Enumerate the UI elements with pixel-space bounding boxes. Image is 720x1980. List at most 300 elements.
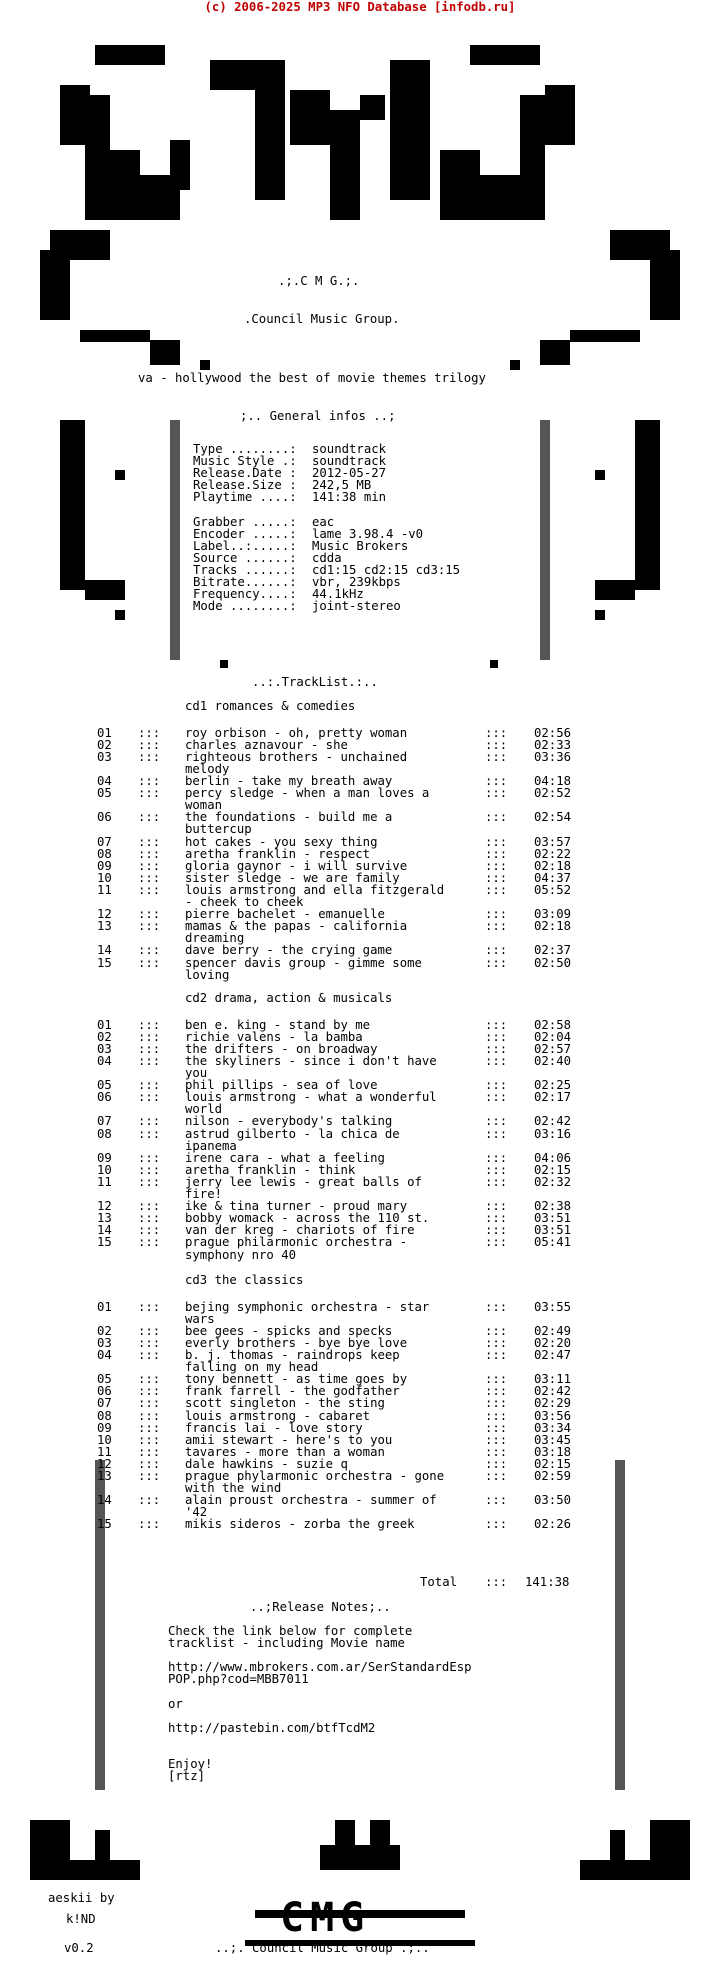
track-number: 15 — [97, 1517, 112, 1532]
track-title: scott singleton - the sting — [185, 1396, 385, 1411]
track-title: louis armstrong and ella fitzgerald — [185, 882, 445, 897]
track-title-continued: with the wind — [185, 1481, 282, 1496]
track-duration: 02:47 — [534, 1348, 572, 1363]
track-duration: 03:51 — [534, 1223, 572, 1238]
track-number: 12 — [97, 907, 112, 922]
track-title: everly brothers - bye bye love — [185, 1335, 408, 1350]
track-duration: 04:06 — [534, 1150, 572, 1165]
track-duration: 03:11 — [534, 1372, 572, 1387]
track-title: prague philarmonic orchestra - — [185, 1235, 408, 1250]
track-title-continued: - cheek to cheek — [185, 895, 304, 910]
track-separator: ::: — [485, 749, 508, 764]
release-note-line: http://www.mbrokers.com.ar/SerStandardEsp — [168, 1660, 472, 1675]
track-separator: ::: — [485, 943, 508, 958]
track-title: van der kreg - chariots of fire — [185, 1223, 415, 1238]
track-separator: ::: — [485, 907, 508, 922]
track-title: roy orbison - oh, pretty woman — [185, 725, 408, 740]
track-separator: ::: — [138, 858, 161, 873]
track-separator: ::: — [485, 1041, 508, 1056]
art-credit-2: k!ND — [66, 1912, 96, 1926]
track-row — [0, 1422, 720, 1434]
track-title-continued: falling on my head — [185, 1360, 319, 1375]
total-label: Total — [420, 1575, 458, 1589]
track-title: bobby womack - across the 110 st. — [185, 1211, 430, 1226]
track-title-continued: you — [185, 1066, 208, 1081]
track-separator: ::: — [485, 1235, 508, 1250]
track-separator: ::: — [485, 1017, 508, 1032]
track-number: 08 — [97, 1126, 112, 1141]
track-title: tony bennett - as time goes by — [185, 1372, 408, 1387]
track-row — [0, 884, 720, 896]
track-number: 11 — [97, 1174, 112, 1189]
track-duration: 02:25 — [534, 1078, 572, 1093]
info-value: 2012-05-27 — [312, 466, 387, 481]
track-duration: 02:18 — [534, 858, 572, 873]
track-title: mikis sideros - zorba the greek — [185, 1517, 415, 1532]
track-title: percy sledge - when a man loves a — [185, 786, 430, 801]
track-number: 07 — [97, 1396, 112, 1411]
track-separator: ::: — [485, 1150, 508, 1165]
track-row — [0, 1152, 720, 1164]
track-row — [0, 1349, 720, 1361]
track-separator: ::: — [138, 1029, 161, 1044]
track-duration: 02:40 — [534, 1053, 572, 1068]
track-duration: 02:33 — [534, 737, 572, 752]
info-value: soundtrack — [312, 454, 387, 469]
track-separator: ::: — [485, 737, 508, 752]
track-separator: ::: — [485, 810, 508, 825]
track-duration: 02:18 — [534, 919, 572, 934]
info-key: Type ........: — [193, 442, 297, 456]
track-separator: ::: — [485, 1223, 508, 1238]
track-row — [0, 944, 720, 956]
track-separator: ::: — [138, 725, 161, 740]
track-duration: 03:18 — [534, 1444, 572, 1459]
cd-title: cd2 drama, action & musicals — [185, 991, 393, 1005]
track-row — [0, 1091, 720, 1103]
track-separator: ::: — [138, 1323, 161, 1338]
track-duration: 03:09 — [534, 907, 572, 922]
info-key: Source ......: — [193, 550, 297, 565]
info-key: Bitrate......: — [193, 575, 297, 590]
track-number: 09 — [97, 858, 112, 873]
track-title: ike & tina turner - proud mary — [185, 1199, 408, 1214]
track-title: amii stewart - here's to you — [185, 1432, 393, 1447]
info-key: Encoder .....: — [193, 526, 297, 541]
track-separator: ::: — [485, 1456, 508, 1471]
track-separator: ::: — [138, 1444, 161, 1459]
track-duration: 05:41 — [534, 1235, 572, 1250]
track-title: charles aznavour - she — [185, 737, 348, 752]
track-title: the skyliners - since i don't have — [185, 1053, 437, 1068]
release-note-line: tracklist - including Movie name — [168, 1636, 405, 1651]
track-duration: 03:45 — [534, 1432, 572, 1447]
track-separator: ::: — [138, 1432, 161, 1447]
track-separator: ::: — [485, 1029, 508, 1044]
track-separator: ::: — [138, 1150, 161, 1165]
track-row — [0, 751, 720, 763]
release-note-line: Enjoy! — [168, 1757, 213, 1772]
track-title: jerry lee lewis - great balls of — [185, 1174, 422, 1189]
track-separator: ::: — [138, 1493, 161, 1508]
track-title: dale hawkins - suzie q — [185, 1456, 348, 1471]
track-title: gloria gaynor - i will survive — [185, 858, 408, 873]
info-value: Music Brokers — [312, 538, 409, 553]
track-duration: 02:56 — [534, 725, 572, 740]
track-title: richie valens - la bamba — [185, 1029, 363, 1044]
track-separator: ::: — [485, 1384, 508, 1399]
info-value: eac — [312, 514, 335, 529]
track-row — [0, 1494, 720, 1506]
track-row — [0, 1176, 720, 1188]
track-separator: ::: — [138, 834, 161, 849]
release-note-line: Check the link below for complete — [168, 1624, 413, 1638]
track-title-continued: fire! — [185, 1187, 223, 1202]
info-key: Playtime ....: — [193, 490, 297, 505]
track-separator: ::: — [138, 846, 161, 861]
track-title: louis armstrong - cabaret — [185, 1408, 371, 1423]
track-number: 06 — [97, 1090, 112, 1105]
general-infos-heading: ;.. General infos ..; — [240, 409, 396, 423]
track-title: the drifters - on broadway — [185, 1041, 378, 1056]
track-duration: 03:55 — [534, 1299, 572, 1314]
track-duration: 03:56 — [534, 1408, 572, 1423]
track-duration: 02:58 — [534, 1017, 572, 1032]
info-key: Release.Date : — [193, 466, 297, 481]
track-separator: ::: — [485, 955, 508, 970]
track-separator: ::: — [138, 955, 161, 970]
track-separator: ::: — [138, 1396, 161, 1411]
track-separator: ::: — [485, 1444, 508, 1459]
info-value: joint-stereo — [312, 599, 401, 614]
track-title: the foundations - build me a — [185, 810, 393, 825]
track-separator: ::: — [138, 1090, 161, 1105]
track-number: 02 — [97, 1323, 112, 1338]
track-separator: ::: — [485, 1372, 508, 1387]
track-separator: ::: — [485, 1335, 508, 1350]
track-row — [0, 1031, 720, 1043]
track-title: berlin - take my breath away — [185, 774, 393, 789]
track-number: 04 — [97, 1348, 112, 1363]
logo-tag: .;.C M G.;. — [278, 274, 360, 288]
info-value: 242,5 MB — [312, 478, 372, 493]
track-separator: ::: — [138, 774, 161, 789]
track-title: aretha franklin - think — [185, 1162, 356, 1177]
track-number: 03 — [97, 1041, 112, 1056]
track-row — [0, 1055, 720, 1067]
info-value: 141:38 min — [312, 490, 387, 505]
track-title: phil pillips - sea of love — [185, 1078, 378, 1093]
track-separator: ::: — [485, 1114, 508, 1129]
track-separator: ::: — [485, 870, 508, 885]
track-title: b. j. thomas - raindrops keep — [185, 1348, 400, 1363]
track-number: 14 — [97, 1493, 112, 1508]
track-title: astrud gilberto - la chica de — [185, 1126, 400, 1141]
track-title: sister sledge - we are family — [185, 870, 400, 885]
track-separator: ::: — [485, 1126, 508, 1141]
track-number: 02 — [97, 1029, 112, 1044]
track-separator: ::: — [138, 1335, 161, 1350]
track-separator: ::: — [138, 1372, 161, 1387]
track-number: 14 — [97, 943, 112, 958]
track-separator: ::: — [138, 919, 161, 934]
nfo-database-header: (c) 2006-2025 MP3 NFO Database [infodb.ru] — [204, 0, 516, 14]
info-key: Release.Size : — [193, 478, 297, 493]
track-duration: 02:50 — [534, 955, 572, 970]
track-number: 05 — [97, 786, 112, 801]
track-separator: ::: — [138, 749, 161, 764]
track-duration: 02:20 — [534, 1335, 572, 1350]
release-title: va - hollywood the best of movie themes trilogy — [138, 371, 486, 385]
track-number: 05 — [97, 1078, 112, 1093]
release-note-line: or — [168, 1696, 183, 1711]
track-row — [0, 787, 720, 799]
track-row — [0, 1128, 720, 1140]
track-separator: ::: — [138, 882, 161, 897]
track-title: prague phylarmonic orchestra - gone — [185, 1469, 445, 1484]
track-separator: ::: — [138, 1348, 161, 1363]
track-separator: ::: — [138, 1420, 161, 1435]
track-duration: 02:42 — [534, 1114, 572, 1129]
track-separator: ::: — [138, 1408, 161, 1423]
track-title-continued: dreaming — [185, 931, 245, 946]
track-separator: ::: — [485, 882, 508, 897]
track-separator: ::: — [485, 1408, 508, 1423]
track-duration: 05:52 — [534, 882, 572, 897]
footer-line: ..;. Council Music Group .;.. — [215, 1941, 430, 1955]
track-row — [0, 1470, 720, 1482]
track-number: 01 — [97, 725, 112, 740]
track-separator: ::: — [485, 1174, 508, 1189]
track-separator: ::: — [485, 1211, 508, 1226]
info-key: Mode ........: — [193, 599, 297, 614]
track-title-continued: '42 — [185, 1505, 208, 1520]
track-duration: 02:52 — [534, 786, 572, 801]
track-number: 06 — [97, 810, 112, 825]
track-title: dave berry - the crying game — [185, 943, 393, 958]
track-row — [0, 1115, 720, 1127]
track-separator: ::: — [138, 907, 161, 922]
track-number: 01 — [97, 1299, 112, 1314]
track-separator: ::: — [485, 1090, 508, 1105]
track-number: 09 — [97, 1420, 112, 1435]
release-note-line: POP.php?cod=MBB7011 — [168, 1672, 309, 1687]
track-title-continued: wars — [185, 1311, 215, 1326]
track-title-continued: buttercup — [185, 822, 252, 837]
track-duration: 03:34 — [534, 1420, 572, 1435]
track-duration: 02:15 — [534, 1456, 572, 1471]
track-separator: ::: — [485, 1299, 508, 1314]
track-separator: ::: — [138, 1174, 161, 1189]
track-number: 05 — [97, 1372, 112, 1387]
info-key: Music Style .: — [193, 454, 297, 469]
track-row — [0, 957, 720, 969]
track-separator: ::: — [138, 1456, 161, 1471]
track-duration: 02:57 — [534, 1041, 572, 1056]
track-number: 02 — [97, 737, 112, 752]
track-separator: ::: — [485, 1053, 508, 1068]
track-duration: 04:37 — [534, 870, 572, 885]
track-row — [0, 1019, 720, 1031]
track-duration: 02:26 — [534, 1517, 572, 1532]
track-row — [0, 848, 720, 860]
info-key: Tracks ......: — [193, 563, 297, 577]
track-title: tavares - more than a woman — [185, 1444, 385, 1459]
track-duration: 02:29 — [534, 1396, 572, 1411]
track-title-continued: world — [185, 1102, 223, 1117]
track-separator: ::: — [485, 1420, 508, 1435]
track-title-continued: woman — [185, 798, 223, 813]
track-title: hot cakes - you sexy thing — [185, 834, 378, 849]
track-duration: 03:16 — [534, 1126, 572, 1141]
track-row — [0, 811, 720, 823]
track-number: 06 — [97, 1384, 112, 1399]
track-separator: ::: — [485, 846, 508, 861]
info-value: soundtrack — [312, 442, 387, 456]
track-title: irene cara - what a feeling — [185, 1150, 385, 1165]
track-duration: 02:54 — [534, 810, 572, 825]
release-notes-heading: ..;Release Notes;.. — [250, 1600, 391, 1614]
logo-group-name: .Council Music Group. — [244, 312, 400, 326]
info-value: cd1:15 cd2:15 cd3:15 — [312, 563, 461, 577]
track-separator: ::: — [138, 1517, 161, 1532]
track-number: 11 — [97, 882, 112, 897]
track-separator: ::: — [138, 737, 161, 752]
track-number: 10 — [97, 1162, 112, 1177]
track-separator: ::: — [485, 1078, 508, 1093]
track-number: 12 — [97, 1456, 112, 1471]
track-number: 12 — [97, 1199, 112, 1214]
info-key: Label..:.....: — [193, 538, 297, 553]
track-number: 03 — [97, 1335, 112, 1350]
track-number: 07 — [97, 1114, 112, 1129]
track-duration: 03:50 — [534, 1493, 572, 1508]
track-separator: ::: — [138, 1199, 161, 1214]
track-number: 04 — [97, 1053, 112, 1068]
track-title: nilson - everybody's talking — [185, 1114, 393, 1129]
track-number: 01 — [97, 1017, 112, 1032]
track-separator: ::: — [485, 725, 508, 740]
track-duration: 02:22 — [534, 846, 572, 861]
track-separator: ::: — [138, 943, 161, 958]
track-separator: ::: — [138, 1162, 161, 1177]
track-duration: 02:15 — [534, 1162, 572, 1177]
track-separator: ::: — [138, 1223, 161, 1238]
track-separator: ::: — [485, 1517, 508, 1532]
track-separator: ::: — [138, 1469, 161, 1484]
track-separator: ::: — [138, 1053, 161, 1068]
track-row — [0, 1434, 720, 1446]
track-separator: ::: — [138, 810, 161, 825]
track-number: 14 — [97, 1223, 112, 1238]
track-row — [0, 1301, 720, 1313]
track-number: 07 — [97, 834, 112, 849]
track-title: bejing symphonic orchestra - star — [185, 1299, 430, 1314]
track-title: frank farrell - the godfather — [185, 1384, 400, 1399]
total-duration: 141:38 — [525, 1575, 570, 1589]
info-key: Frequency....: — [193, 587, 297, 602]
track-duration: 03:57 — [534, 834, 572, 849]
track-separator: ::: — [485, 834, 508, 849]
track-duration: 02:49 — [534, 1323, 572, 1338]
track-title-continued: ipanema — [185, 1138, 237, 1153]
track-separator: ::: — [138, 1384, 161, 1399]
track-title: aretha franklin - respect — [185, 846, 371, 861]
track-title-continued: symphony nro 40 — [185, 1247, 297, 1262]
art-credit-1: aeskii by — [48, 1891, 115, 1905]
track-separator: ::: — [485, 858, 508, 873]
info-value: 44.1kHz — [312, 587, 364, 602]
track-row — [0, 1518, 720, 1530]
track-duration: 02:04 — [534, 1029, 572, 1044]
track-duration: 02:32 — [534, 1174, 572, 1189]
track-title: spencer davis group - gimme some — [185, 955, 422, 970]
track-duration: 02:42 — [534, 1384, 572, 1399]
track-title: francis lai - love story — [185, 1420, 363, 1435]
track-title-continued: loving — [185, 967, 230, 982]
track-separator: ::: — [485, 1493, 508, 1508]
track-duration: 02:38 — [534, 1199, 572, 1214]
track-number: 11 — [97, 1444, 112, 1459]
track-separator: ::: — [485, 1323, 508, 1338]
track-title: mamas & the papas - california — [185, 919, 408, 934]
info-key: Grabber .....: — [193, 514, 297, 529]
track-row — [0, 860, 720, 872]
cmg-logo: CMG — [280, 1895, 371, 1941]
track-number: 13 — [97, 1211, 112, 1226]
track-duration: 04:18 — [534, 774, 572, 789]
track-number: 15 — [97, 955, 112, 970]
track-title: bee gees - spicks and specks — [185, 1323, 393, 1338]
art-credit-3: v0.2 — [64, 1941, 94, 1955]
track-separator: ::: — [138, 1041, 161, 1056]
track-number: 10 — [97, 870, 112, 885]
info-value: lame 3.98.4 -v0 — [312, 526, 424, 541]
track-duration: 03:36 — [534, 749, 572, 764]
track-row — [0, 1236, 720, 1248]
track-separator: ::: — [138, 1126, 161, 1141]
track-title: ben e. king - stand by me — [185, 1017, 371, 1032]
track-number: 08 — [97, 1408, 112, 1423]
track-duration: 03:51 — [534, 1211, 572, 1226]
track-separator: ::: — [138, 1299, 161, 1314]
track-row — [0, 727, 720, 739]
cd-title: cd3 the classics — [185, 1273, 304, 1287]
track-separator: ::: — [485, 1469, 508, 1484]
total-separator: ::: — [485, 1575, 508, 1589]
track-number: 04 — [97, 774, 112, 789]
track-separator: ::: — [485, 919, 508, 934]
track-separator: ::: — [485, 1396, 508, 1411]
track-separator: ::: — [138, 1017, 161, 1032]
track-row — [0, 739, 720, 751]
track-title-continued: melody — [185, 761, 230, 776]
track-separator: ::: — [485, 1348, 508, 1363]
release-note-line: [rtz] — [168, 1769, 206, 1784]
track-separator: ::: — [138, 1235, 161, 1250]
track-number: 09 — [97, 1150, 112, 1165]
track-row — [0, 836, 720, 848]
track-separator: ::: — [485, 1432, 508, 1447]
track-number: 10 — [97, 1432, 112, 1447]
release-note-line: http://pastebin.com/btfTcdM2 — [168, 1720, 376, 1735]
track-row — [0, 1410, 720, 1422]
track-number: 13 — [97, 1469, 112, 1484]
track-number: 08 — [97, 846, 112, 861]
track-separator: ::: — [485, 1199, 508, 1214]
info-value: vbr, 239kbps — [312, 575, 401, 590]
track-separator: ::: — [485, 1162, 508, 1177]
